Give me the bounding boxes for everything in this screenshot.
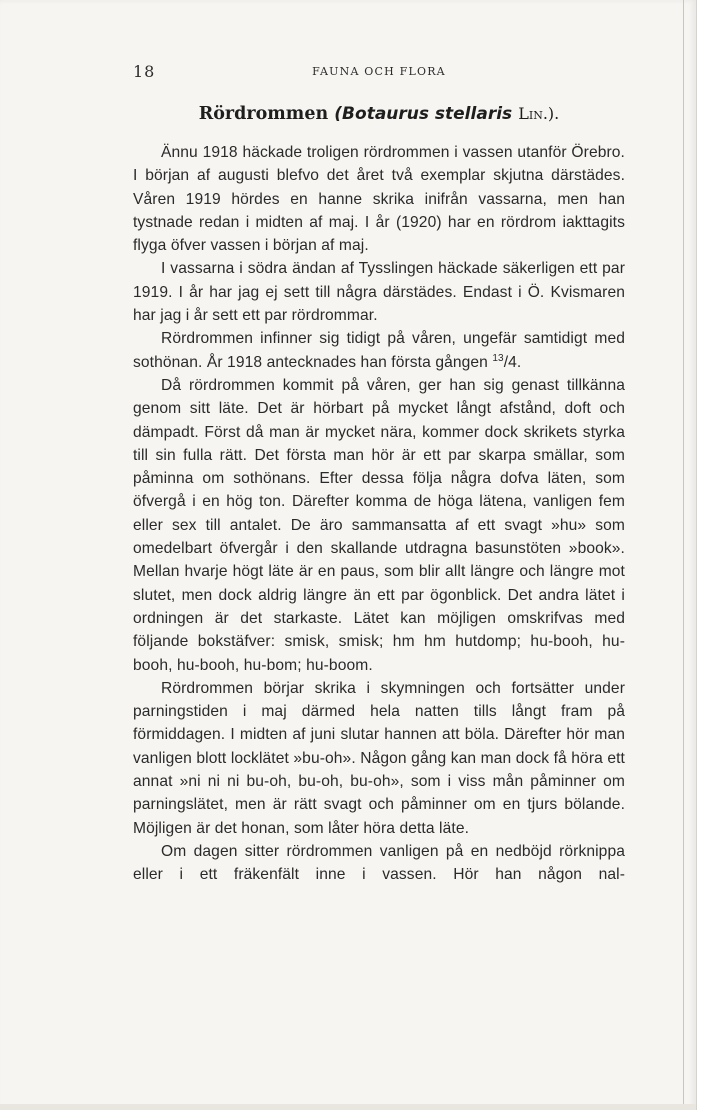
page-number: 18 xyxy=(133,62,156,81)
running-head xyxy=(133,62,625,82)
paragraph-3-text: Rördrommen infinner sig tidigt på våren, ungefär samtidigt med sothönan. År 1918 antecknades han första gången xyxy=(133,330,625,371)
page-bottom-band xyxy=(0,1104,696,1110)
paragraph-4: Då rördrommen kommit på våren, ger han sig genast tillkänna genom sitt läte. Det är hörbart på mycket långt afstånd, doft och dämpadt. Först då man är mycket nära, kommer dock skrikets styrka till sin fulla rätt. Det första man hör är ett par skarpa smällar, som påminna om sothönans. Efter dessa följa några dofva läten, som öfvergå i en hög ton. Därefter komma de höga lätena, vanligen fem eller sex till antalet. De äro sammansatta af ett svagt »hu» som omedelbart öfvergår i den skallande utdragna basunstöten »book». Mellan hvarje högt läte är en paus, som blir allt längre och längre mot slutet, men dock aldrig längre än ett par ögonblick. Det andra lätet i ordningen är det starkaste. Lätet kan möjligen omskrifvas med följande bokstäfver: smisk, smisk; hm hm hutdomp; hu-booh, hu-booh, hu-booh, hu-bom; hu-boom. xyxy=(133,376,625,674)
article-title xyxy=(133,104,625,124)
page-edge-line xyxy=(683,0,684,1110)
title-latin-name: (Botaurus stellaris xyxy=(334,104,513,124)
paragraph-3 xyxy=(133,327,625,374)
article-body xyxy=(133,141,625,887)
title-author-abbrev: Lin.). xyxy=(518,104,560,123)
paragraph-5: Rördrommen börjar skrika i skymningen och fortsätter under parningstiden i maj därmed hela natten tills långt fram på förmiddagen. I midten af juni slutar hannen att böla. Därefter hör man vanligen blott locklätet »bu-oh». Någon gång kan man dock få höra ett annat »ni ni ni bu-oh, bu-oh, bu-oh», som i viss mån påminner om parningslätet, men är rätt svagt och påminner om en tjurs bölande. Möjligen är det honan, som låter höra detta läte. xyxy=(133,679,625,837)
date-numerator: 13 xyxy=(492,352,504,364)
paragraph-1: Ännu 1918 häckade troligen rördrommen i vassen utanför Örebro. I början af augusti blefvo det året två exemplar skjutna därstädes. Våren 1919 hördes en hanne skrika inifrån vassarna, men han tystnade redan i midten af maj. I år (1920) har en rördrom iakttagits flyga öfver vassen i början af maj. xyxy=(133,144,625,255)
paragraph-6: Om dagen sitter rördrommen vanligen på en nedböjd rörknippa eller i ett fräkenfält inne i vassen. Hör han någon nal- xyxy=(133,842,625,884)
paragraph-2: I vassarna i södra ändan af Tysslingen häckade säkerligen ett par 1919. I år har jag ej sett till några därstädes. Endast i Ö. Kvismaren har jag i år sett ett par rördrommar. xyxy=(133,260,625,325)
journal-name: FAUNA OCH FLORA xyxy=(312,65,446,78)
title-main: Rördrommen xyxy=(198,104,329,124)
date-denominator: /4. xyxy=(503,353,522,371)
